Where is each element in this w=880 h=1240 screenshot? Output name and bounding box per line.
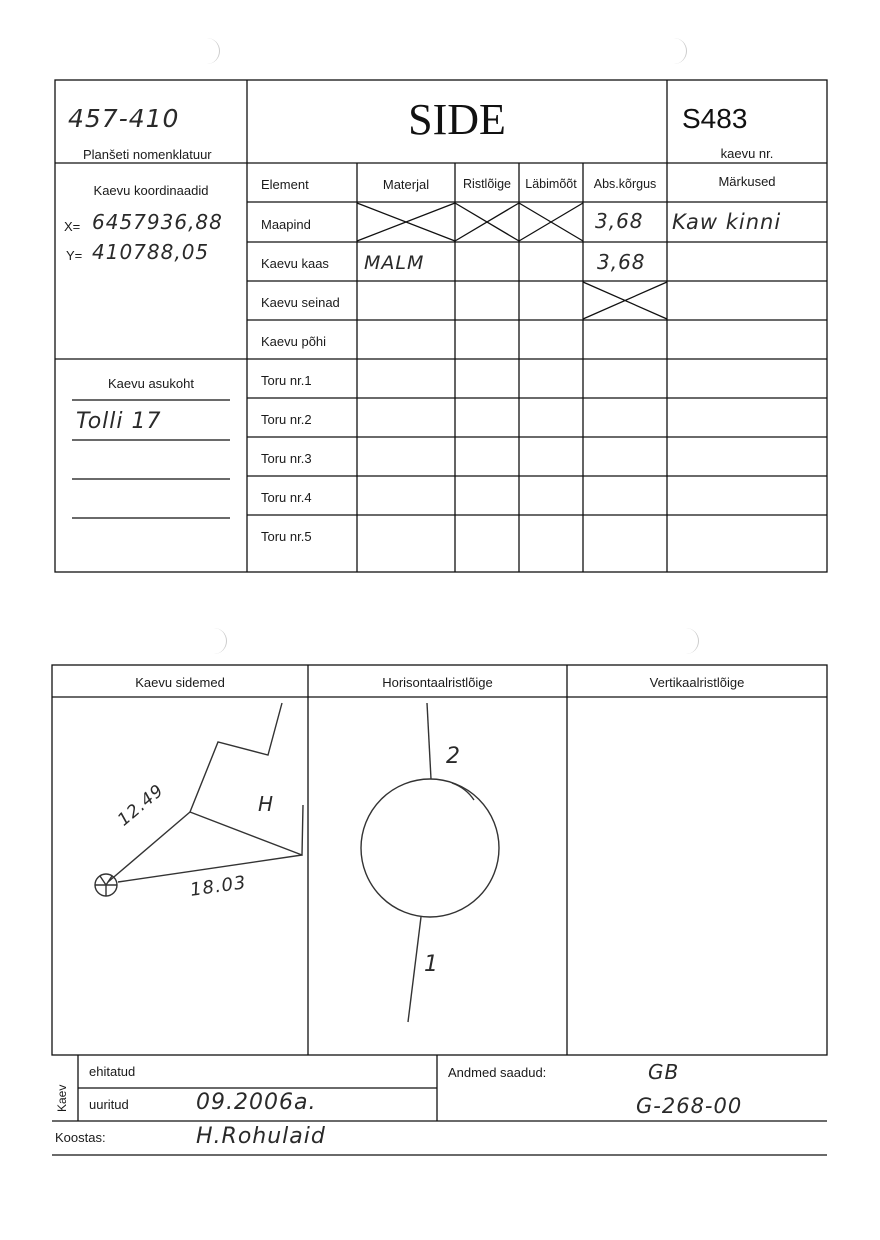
well-label: kaevu nr. — [720, 146, 774, 161]
y-coordinate: 410788,05 — [92, 240, 210, 264]
distance-label-1: 12.49 — [114, 780, 168, 831]
pipe-label-1: 1 — [424, 952, 439, 977]
andmed-value-1: GB — [648, 1060, 680, 1084]
col-header-materjal: Materjal — [382, 177, 430, 192]
uuritud-label: uuritud — [89, 1097, 129, 1112]
table-row-element: Toru nr.2 — [261, 412, 312, 427]
pipe-label-2: 2 — [446, 744, 461, 769]
x-coordinate: 6457936,88 — [92, 210, 223, 234]
sketch-header-vertical: Vertikaalristlõige — [649, 675, 745, 690]
table-row-element: Kaevu põhi — [261, 334, 327, 349]
ehitatud-label: ehitatud — [89, 1064, 136, 1079]
material-cover: MALM — [364, 252, 425, 274]
remarks-ground: Kaw kinni — [672, 210, 782, 234]
andmed-label: Andmed saadud: — [448, 1065, 547, 1080]
sheet-number: 457-410 — [68, 104, 180, 133]
table-row-element: Kaevu seinad — [261, 295, 340, 310]
col-header-abs-korgus: Abs.kõrgus — [593, 177, 657, 191]
page-title: SIDE — [408, 95, 506, 144]
distance-label-2: 18.03 — [188, 872, 248, 901]
table-row-element: Toru nr.1 — [261, 373, 312, 388]
col-header-markused: Märkused — [718, 174, 776, 189]
sketch-header-horizontal: Horisontaalristlõige — [382, 675, 493, 690]
abs-height-ground: 3,68 — [595, 209, 644, 233]
table-row-element: Toru nr.5 — [261, 529, 312, 544]
location-label: Kaevu asukoht — [107, 376, 194, 391]
andmed-value-2: G-268-00 — [636, 1094, 743, 1118]
table-row-element: Toru nr.3 — [261, 451, 312, 466]
location-value: Tolli 17 — [76, 409, 162, 434]
coordinates-label: Kaevu koordinaadid — [93, 183, 209, 198]
table-row-element: Toru nr.4 — [261, 490, 312, 505]
abs-height-cover: 3,68 — [597, 250, 646, 274]
well-number: S483 — [682, 103, 748, 134]
building-mark: H — [258, 792, 275, 816]
x-prefix: X= — [64, 219, 81, 234]
col-header-ristloige: Ristlõige — [463, 177, 511, 191]
kaev-label: Kaev — [55, 1084, 69, 1112]
table-row-element: Kaevu kaas — [261, 256, 329, 271]
col-header-labimoot: Läbimõõt — [525, 177, 577, 191]
col-header-element: Element — [261, 177, 309, 192]
table-row-element: Maapind — [261, 217, 311, 232]
sketch-header-ties: Kaevu sidemed — [135, 675, 225, 690]
koostas-signature: H.Rohulaid — [196, 1124, 326, 1149]
y-prefix: Y= — [66, 248, 83, 263]
sheet-label: Planšeti nomenklatuur — [83, 147, 212, 162]
uuritud-value: 09.2006a. — [196, 1090, 317, 1115]
koostas-label: Koostas: — [55, 1130, 106, 1145]
